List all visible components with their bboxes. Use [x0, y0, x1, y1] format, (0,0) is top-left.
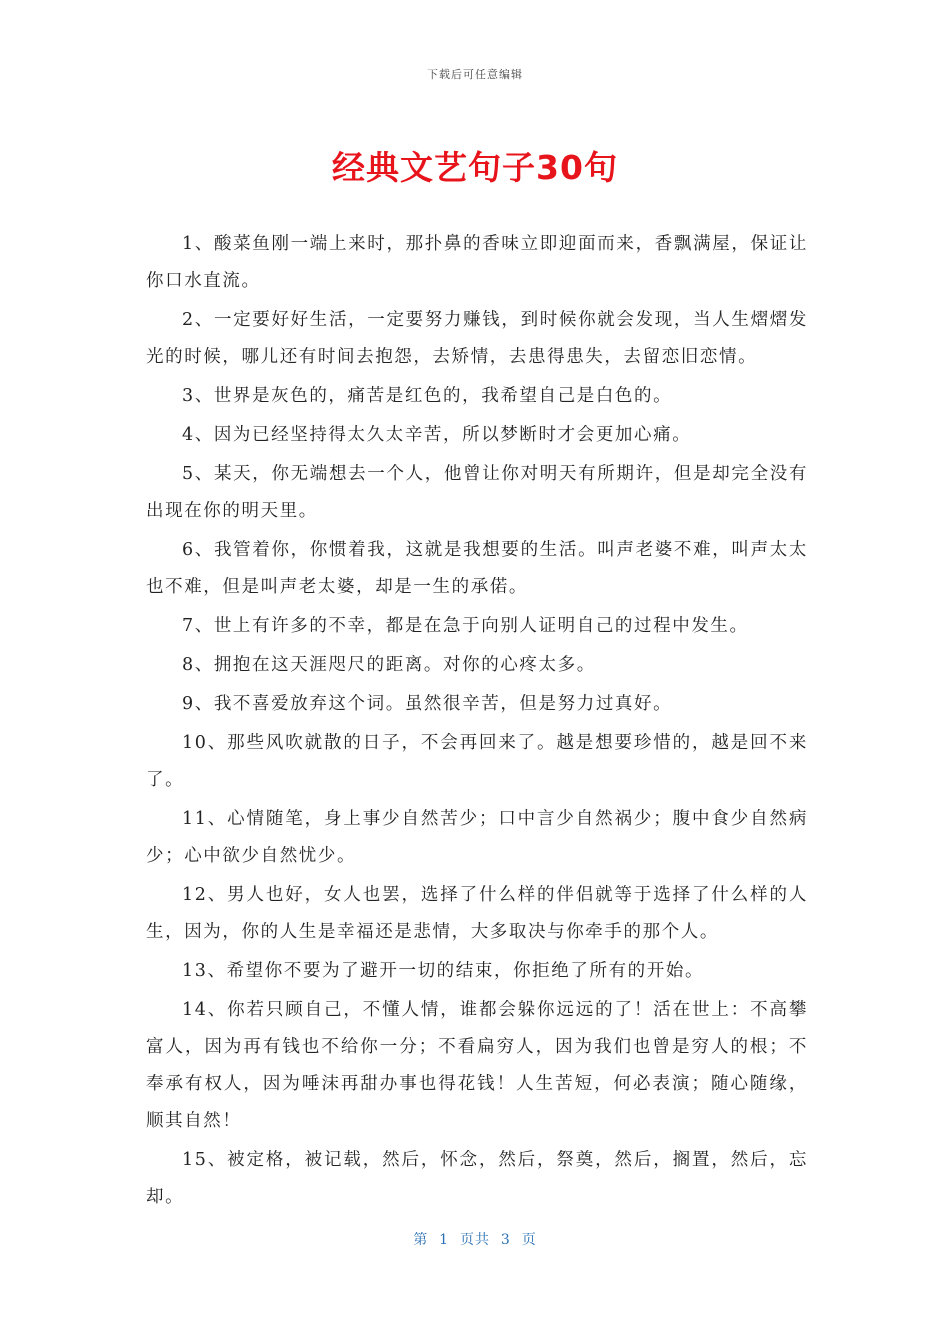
paragraph: 10、那些风吹就散的日子，不会再回来了。越是想要珍惜的，越是回不来了。 — [146, 733, 808, 790]
paragraph: 6、我管着你，你惯着我，这就是我想要的生活。叫声老婆不难，叫声太太也不难，但是叫声老太婆，却是一生的承偌。 — [146, 540, 808, 597]
paragraph: 14、你若只顾自己，不懂人情，谁都会躲你远远的了！活在世上：不高攀富人，因为再有钱也不给你一分；不看扁穷人，因为我们也曾是穷人的根；不奉承有权人，因为唾沫再甜办事也得花钱！人生苦短，何必表演；随心随缘，顺其自然！ — [146, 1000, 808, 1131]
paragraph: 5、某天，你无端想去一个人，他曾让你对明天有所期许，但是却完全没有出现在你的明天里。 — [146, 464, 808, 521]
document-body — [146, 226, 808, 1218]
document-title: 经典文艺句子30句 — [332, 148, 618, 187]
paragraph: 12、男人也好，女人也罢，选择了什么样的伴侣就等于选择了什么样的人生，因为，你的人生是幸福还是悲情，大多取决与你牵手的那个人。 — [146, 885, 808, 942]
paragraph: 13、希望你不要为了避开一切的结束，你拒绝了所有的开始。 — [182, 961, 705, 981]
header-note: 下载后可任意编辑 — [427, 68, 523, 81]
paragraph: 7、世上有许多的不幸，都是在急于向别人证明自己的过程中发生。 — [182, 616, 749, 636]
paragraph: 11、心情随笔，身上事少自然苦少；口中言少自然祸少；腹中食少自然病少；心中欲少自然忧少。 — [146, 809, 808, 866]
paragraph: 15、被定格，被记载，然后，怀念，然后，祭奠，然后，搁置，然后，忘却。 — [146, 1150, 808, 1207]
paragraph: 1、酸菜鱼刚一端上来时，那扑鼻的香味立即迎面而来，香飘满屋，保证让你口水直流。 — [146, 234, 808, 291]
paragraph: 2、一定要好好生活，一定要努力赚钱，到时候你就会发现，当人生熠熠发光的时候，哪儿还有时间去抱怨，去矫情，去患得患失，去留恋旧恋情。 — [146, 310, 808, 367]
paragraph: 3、世界是灰色的，痛苦是红色的，我希望自己是白色的。 — [182, 386, 673, 406]
paragraph: 8、拥抱在这天涯咫尺的距离。对你的心疼太多。 — [182, 655, 596, 675]
paragraph: 4、因为已经坚持得太久太辛苦，所以梦断时才会更加心痛。 — [182, 425, 692, 445]
paragraph: 9、我不喜爱放弃这个词。虽然很辛苦，但是努力过真好。 — [182, 694, 673, 714]
page-number-footer: 第 1 页共 3 页 — [413, 1232, 537, 1248]
